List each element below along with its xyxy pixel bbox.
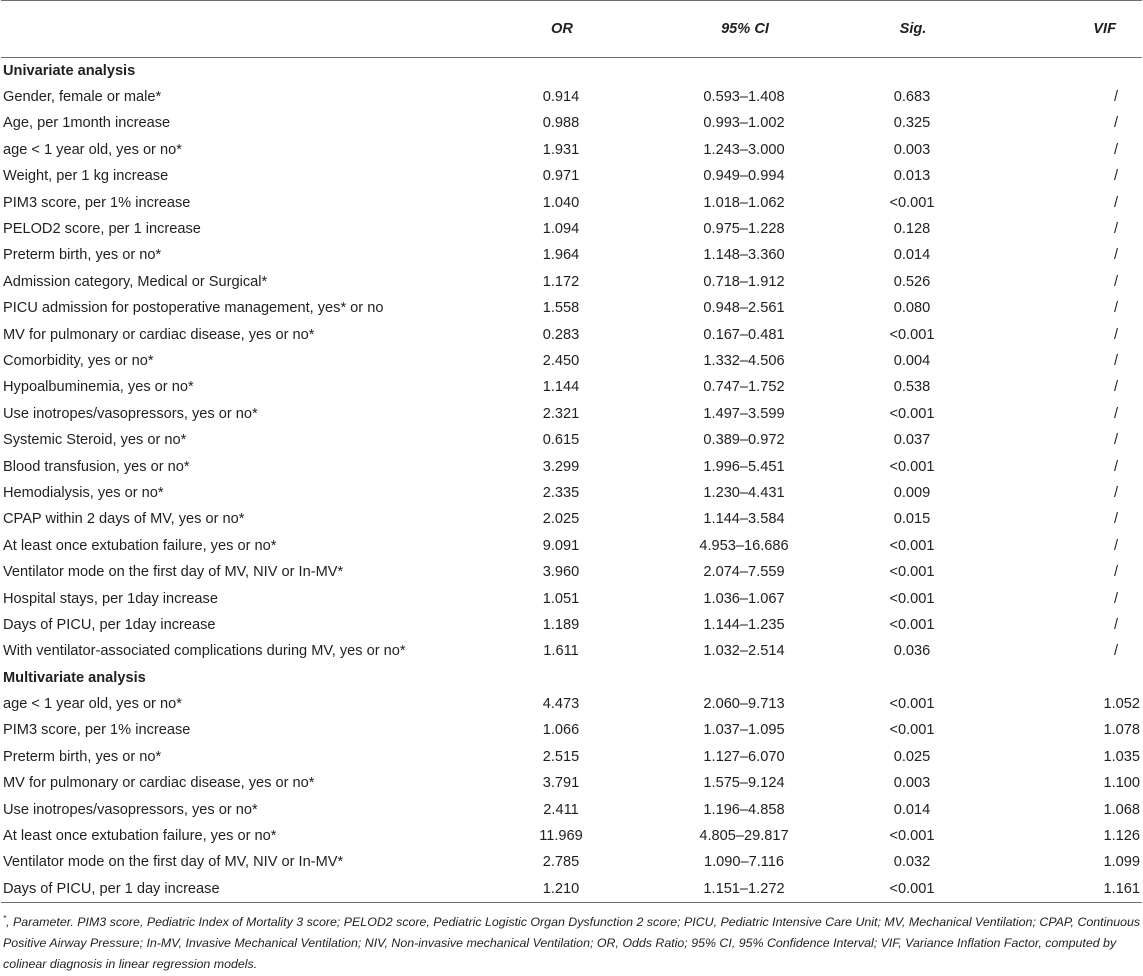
vif-cell: 1.126: [1103, 828, 1140, 845]
footnote-text: , Parameter. PIM3 score, Pediatric Index of Mortality 3 score; PELOD2 score, Pediatric Logistic Organ Dysfunction 2 score; PICU, Pediatric Intensive Care Unit; MV, Mechanical Ventilation; CPAP, Continuous Positive Airway Pressure; In-MV, Invasive Mechanical Ventilation; NIV, Non-invasive mechanical Ventilation; OR, Odds Ratio; 95% CI, 95% Confidence Interval; VIF, Variance Inflation Factor, computed by colinear diagnosis in linear regression models.: [3, 914, 1141, 972]
vif-cell: /: [1113, 643, 1118, 660]
footnote-marker: *: [3, 913, 7, 923]
confidence-interval-cell: 1.018–1.062: [703, 194, 785, 211]
odds-ratio-cell: 1.094: [542, 221, 580, 238]
table-row: [1, 295, 1142, 321]
row-label: Days of PICU, per 1 day increase: [1, 876, 476, 902]
odds-ratio-cell: 1.144: [542, 379, 580, 396]
odds-ratio-cell: 4.473: [542, 696, 580, 713]
significance-cell: <0.001: [889, 405, 935, 422]
odds-ratio-cell: 1.210: [476, 876, 648, 902]
table-row: [1, 163, 1142, 189]
significance-cell: 0.025: [893, 748, 931, 765]
significance-cell: 0.032: [893, 854, 931, 871]
table-row: [1, 269, 1142, 295]
significance-cell: 0.013: [893, 168, 931, 185]
confidence-interval-cell: 1.037–1.095: [703, 722, 785, 739]
header-or: OR: [476, 1, 648, 58]
table-row: [1, 321, 1142, 347]
significance-cell: 0.003: [893, 141, 931, 158]
regression-table: [1, 0, 1142, 903]
confidence-interval-cell: 1.144–1.235: [703, 616, 785, 633]
table-row: [1, 348, 1142, 374]
odds-ratio-cell: 0.283: [542, 326, 580, 343]
odds-ratio-cell: 1.189: [542, 616, 580, 633]
significance-cell: 0.037: [893, 432, 931, 449]
table-row: [1, 770, 1142, 796]
confidence-interval-cell: 2.060–9.713: [703, 696, 785, 713]
table-row: [1, 585, 1142, 611]
confidence-interval-cell: 0.389–0.972: [703, 432, 785, 449]
row-label: Use inotropes/vasopressors, yes or no*: [3, 801, 258, 818]
row-label: MV for pulmonary or cardiac disease, yes or no*: [3, 775, 315, 792]
table-row: [1, 137, 1142, 163]
odds-ratio-cell: 1.558: [542, 300, 580, 317]
odds-ratio-cell: 3.960: [542, 564, 580, 581]
table-row: [1, 849, 1142, 875]
row-label: At least once extubation failure, yes or no*: [3, 537, 277, 554]
row-label: Days of PICU, per 1day increase: [3, 616, 216, 633]
vif-cell: 1.099: [1103, 854, 1140, 871]
significance-cell: 0.538: [893, 379, 931, 396]
vif-cell: /: [1113, 379, 1118, 396]
significance-cell: <0.001: [889, 696, 935, 713]
significance-cell: 0.325: [893, 115, 931, 132]
significance-cell: <0.001: [889, 828, 935, 845]
row-label: PELOD2 score, per 1 increase: [3, 221, 201, 238]
row-label: CPAP within 2 days of MV, yes or no*: [3, 511, 245, 528]
header-ci: 95% CI: [648, 1, 842, 58]
odds-ratio-cell: 3.791: [542, 775, 580, 792]
vif-cell: /: [1113, 168, 1118, 185]
confidence-interval-cell: 1.196–4.858: [703, 801, 785, 818]
vif-cell: 1.078: [1103, 722, 1140, 739]
vif-cell: /: [1113, 247, 1118, 264]
odds-ratio-cell: 2.450: [542, 352, 580, 369]
confidence-interval-cell: 1.144–3.584: [703, 511, 785, 528]
vif-cell: /: [1113, 537, 1118, 554]
significance-cell: 0.128: [893, 221, 931, 238]
significance-cell: 0.003: [893, 775, 931, 792]
confidence-interval-cell: 1.151–1.272: [648, 876, 842, 902]
odds-ratio-cell: 9.091: [542, 537, 580, 554]
confidence-interval-cell: 0.718–1.912: [703, 273, 785, 290]
row-label: Admission category, Medical or Surgical*: [3, 273, 268, 290]
vif-cell: /: [1113, 300, 1118, 317]
vif-cell: /: [1113, 194, 1118, 211]
significance-cell: 0.014: [893, 801, 931, 818]
header-sig: Sig.: [842, 1, 984, 58]
row-label: Hospital stays, per 1day increase: [3, 590, 218, 607]
vif-cell: /: [1113, 458, 1118, 475]
row-label: Use inotropes/vasopressors, yes or no*: [3, 405, 258, 422]
row-label: Weight, per 1 kg increase: [3, 168, 169, 185]
odds-ratio-cell: 0.914: [542, 89, 580, 106]
vif-cell: 1.100: [1103, 775, 1140, 792]
table-row: [1, 110, 1142, 136]
odds-ratio-cell: 1.051: [542, 590, 580, 607]
odds-ratio-cell: 1.964: [542, 247, 580, 264]
odds-ratio-cell: 2.025: [542, 511, 580, 528]
confidence-interval-cell: 1.332–4.506: [703, 352, 785, 369]
odds-ratio-cell: 1.066: [542, 722, 580, 739]
odds-ratio-cell: 0.615: [542, 432, 580, 449]
table-row: [1, 189, 1142, 215]
confidence-interval-cell: 4.805–29.817: [699, 828, 789, 845]
table-row: [1, 796, 1142, 822]
odds-ratio-cell: 1.172: [542, 273, 580, 290]
significance-cell: 0.036: [893, 643, 931, 660]
row-label: PIM3 score, per 1% increase: [3, 722, 191, 739]
section-title: Univariate analysis: [3, 62, 136, 79]
header-vif: VIF: [984, 1, 1142, 58]
row-label: PICU admission for postoperative management, yes* or no: [3, 300, 384, 317]
confidence-interval-cell: 1.497–3.599: [703, 405, 785, 422]
odds-ratio-cell: 2.515: [542, 748, 580, 765]
confidence-interval-cell: 1.036–1.067: [703, 590, 785, 607]
row-label: Gender, female or male*: [3, 89, 162, 106]
section-title: Multivariate analysis: [3, 669, 146, 686]
odds-ratio-cell: 0.971: [542, 168, 580, 185]
confidence-interval-cell: 1.230–4.431: [703, 484, 785, 501]
table-row: [1, 559, 1142, 585]
table-row: [1, 612, 1142, 638]
row-label: Hypoalbuminemia, yes or no*: [3, 379, 194, 396]
odds-ratio-cell: 1.040: [542, 194, 580, 211]
table-row: [1, 823, 1142, 849]
significance-cell: <0.001: [842, 876, 984, 902]
odds-ratio-cell: 0.988: [542, 115, 580, 132]
odds-ratio-cell: 1.931: [542, 141, 580, 158]
confidence-interval-cell: 1.575–9.124: [703, 775, 785, 792]
table-footnote: [3, 908, 1142, 976]
table-row: [1, 84, 1142, 110]
vif-cell: 1.035: [1103, 748, 1140, 765]
significance-cell: 0.080: [893, 300, 931, 317]
row-label: Blood transfusion, yes or no*: [3, 458, 190, 475]
table-row: [1, 876, 1142, 902]
vif-cell: /: [1113, 564, 1118, 581]
row-label: Hemodialysis, yes or no*: [3, 484, 164, 501]
significance-cell: <0.001: [889, 326, 935, 343]
significance-cell: <0.001: [889, 590, 935, 607]
table-row: [1, 533, 1142, 559]
row-label: MV for pulmonary or cardiac disease, yes or no*: [3, 326, 315, 343]
table-row: [1, 506, 1142, 532]
vif-cell: /: [1113, 326, 1118, 343]
confidence-interval-cell: 1.148–3.360: [703, 247, 785, 264]
odds-ratio-cell: 11.969: [539, 828, 583, 845]
row-label: Ventilator mode on the first day of MV, NIV or In-MV*: [3, 564, 344, 581]
vif-cell: /: [1113, 590, 1118, 607]
confidence-interval-cell: 1.243–3.000: [703, 141, 785, 158]
table-row: [1, 242, 1142, 268]
confidence-interval-cell: 1.996–5.451: [703, 458, 785, 475]
vif-cell: /: [1113, 89, 1118, 106]
row-label: With ventilator-associated complications during MV, yes or no*: [3, 643, 406, 660]
significance-cell: <0.001: [889, 194, 935, 211]
vif-cell: /: [1113, 405, 1118, 422]
odds-ratio-cell: 2.335: [542, 484, 580, 501]
row-label: age < 1 year old, yes or no*: [3, 696, 182, 713]
table-row: [1, 427, 1142, 453]
significance-cell: 0.526: [893, 273, 931, 290]
row-label: Systemic Steroid, yes or no*: [3, 432, 187, 449]
odds-ratio-cell: 2.785: [542, 854, 580, 871]
odds-ratio-cell: 2.411: [543, 801, 579, 818]
row-label: Comorbidity, yes or no*: [3, 352, 154, 369]
significance-cell: <0.001: [889, 564, 935, 581]
confidence-interval-cell: 1.090–7.116: [703, 854, 785, 871]
significance-cell: 0.683: [893, 89, 931, 106]
vif-cell: /: [1113, 115, 1118, 132]
table-row: [1, 374, 1142, 400]
table-body: [1, 58, 1142, 903]
vif-cell: /: [1113, 221, 1118, 238]
vif-cell: /: [1113, 141, 1118, 158]
header-label: [1, 1, 476, 58]
table-header: [1, 1, 1142, 58]
vif-cell: /: [1113, 352, 1118, 369]
significance-cell: 0.014: [893, 247, 931, 264]
row-label: PIM3 score, per 1% increase: [3, 194, 191, 211]
table-row: [1, 691, 1142, 717]
row-label: age < 1 year old, yes or no*: [3, 141, 182, 158]
significance-cell: <0.001: [889, 616, 935, 633]
confidence-interval-cell: 0.949–0.994: [703, 168, 785, 185]
vif-cell: /: [1113, 616, 1118, 633]
section-header-row: [1, 58, 1142, 84]
confidence-interval-cell: 1.032–2.514: [703, 643, 785, 660]
confidence-interval-cell: 4.953–16.686: [699, 537, 789, 554]
table-row: [1, 638, 1142, 664]
significance-cell: <0.001: [889, 537, 935, 554]
row-label: Preterm birth, yes or no*: [3, 748, 162, 765]
significance-cell: 0.004: [893, 352, 931, 369]
confidence-interval-cell: 0.993–1.002: [703, 115, 785, 132]
vif-cell: 1.052: [1103, 696, 1140, 713]
odds-ratio-cell: 2.321: [542, 405, 580, 422]
confidence-interval-cell: 0.975–1.228: [703, 221, 785, 238]
vif-cell: /: [1113, 273, 1118, 290]
confidence-interval-cell: 0.948–2.561: [703, 300, 785, 317]
table-row: [1, 744, 1142, 770]
confidence-interval-cell: 0.167–0.481: [703, 326, 785, 343]
vif-cell: /: [1113, 484, 1118, 501]
row-label: Age, per 1month increase: [3, 115, 171, 132]
vif-cell: /: [1113, 432, 1118, 449]
significance-cell: 0.015: [893, 511, 931, 528]
confidence-interval-cell: 1.127–6.070: [703, 748, 785, 765]
confidence-interval-cell: 0.747–1.752: [703, 379, 785, 396]
vif-cell: /: [1113, 511, 1118, 528]
table-row: [1, 216, 1142, 242]
vif-cell: 1.161: [984, 876, 1142, 902]
confidence-interval-cell: 0.593–1.408: [703, 89, 785, 106]
confidence-interval-cell: 2.074–7.559: [703, 564, 785, 581]
table-row: [1, 401, 1142, 427]
row-label: At least once extubation failure, yes or no*: [3, 828, 277, 845]
table-row: [1, 480, 1142, 506]
significance-cell: <0.001: [889, 458, 935, 475]
vif-cell: 1.068: [1103, 801, 1140, 818]
row-label: Ventilator mode on the first day of MV, NIV or In-MV*: [3, 854, 344, 871]
section-header-row: [1, 664, 1142, 690]
odds-ratio-cell: 1.611: [543, 643, 579, 660]
significance-cell: 0.009: [893, 484, 931, 501]
row-label: Preterm birth, yes or no*: [3, 247, 162, 264]
table-row: [1, 453, 1142, 479]
odds-ratio-cell: 3.299: [542, 458, 580, 475]
table-row: [1, 717, 1142, 743]
significance-cell: <0.001: [889, 722, 935, 739]
